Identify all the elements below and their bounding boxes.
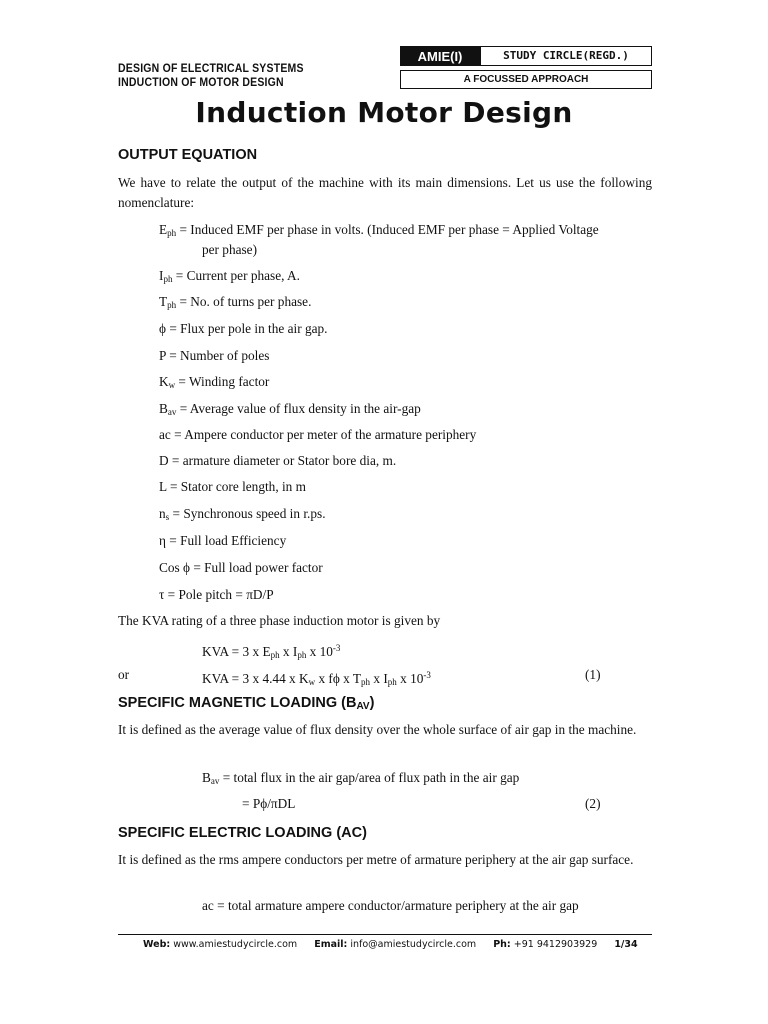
nomenclature-item: $B_{av}$ = Average value of flux density in the air-gap (159, 401, 421, 417)
badge-amie: AMIE(I) (400, 46, 480, 66)
equation-number-2: (2) (585, 796, 601, 811)
nomenclature-item: η = Full load Efficiency (159, 533, 287, 548)
equation-or: or (118, 667, 130, 682)
nomenclature-item: τ = Pole pitch = πD/P (159, 587, 274, 602)
section-heading-electric: SPECIFIC ELECTRIC LOADING (AC) (118, 825, 367, 841)
equation-ac: ac = total armature ampere conductor/armature periphery at the air gap (202, 898, 579, 913)
section-heading-magnetic: SPECIFIC MAGNETIC LOADING $(B_{AV})$ (118, 695, 375, 712)
magnetic-text: It is defined as the average value of flux density over the whole surface of air gap in the machine. (118, 722, 637, 737)
footer-phone: +91 9412903929 (513, 939, 598, 950)
equation-bav-2: = Pϕ/πDL (242, 796, 296, 811)
footer-web-link[interactable]: www.amiestudycircle.com (173, 939, 298, 950)
brand-badge (400, 46, 652, 66)
nomenclature-item: $E_{ph}$ = Induced EMF per phase in volts. (Induced EMF per phase = Applied Voltage (159, 222, 599, 238)
nomenclature-item: P = Number of poles (159, 348, 270, 363)
nomenclature-item: per phase) (202, 242, 258, 257)
section-heading-output: OUTPUT EQUATION (118, 147, 258, 163)
output-intro: We have to relate the output of the machine with its main dimensions. Let us use the following nomenclature: (118, 175, 652, 210)
nomenclature-item: $n_s$ = Synchronous speed in r.ps. (159, 506, 326, 522)
equation-kva-expanded: KVA = 3 x 4.44 x $K_w$ x fϕ x $T_{ph}$ x $I_{ph}$ x $10^{-3}$ (202, 670, 431, 687)
footer-divider (118, 934, 652, 935)
electric-text: It is defined as the rms ampere conductors per metre of armature periphery at the air gap surface. (118, 852, 634, 867)
equation-bav: $B_{av}$ = total flux in the air gap/area of flux path in the air gap (202, 770, 520, 786)
nomenclature-item: D = armature diameter or Stator bore dia, m. (159, 453, 397, 468)
footer-email-link[interactable]: info@amiestudycircle.com (350, 939, 477, 950)
page-number: 1/34 (614, 939, 638, 950)
nomenclature-item: $T_{ph} = No$. of turns per phase. (159, 294, 312, 310)
footer: Web: www.amiestudycircle.com Email: info@amiestudycircle.com Ph: +91 9412903929 1/34 (143, 939, 638, 950)
badge-study-circle: STUDY CIRCLE(REGD.) (480, 46, 652, 66)
tagline: A FOCUSSED APPROACH (400, 70, 652, 89)
course-line1: DESIGN OF ELECTRICAL SYSTEMS (118, 62, 304, 76)
nomenclature-item: ac = Ampere conductor per meter of the armature periphery (159, 427, 477, 442)
nomenclature-item: ϕ = Flux per pole in the air gap. (159, 321, 328, 336)
equation-number-1: (1) (585, 667, 601, 682)
equation-kva-basic: KVA = 3 x $E_{ph}$ x $I_{ph}$ x $10^{-3}$ (202, 643, 341, 660)
kva-intro: The KVA rating of a three phase induction motor is given by (118, 613, 441, 628)
nomenclature-item: Cos ϕ = Full load power factor (159, 560, 323, 575)
nomenclature-item: $I_{ph}$ = Current per phase, A. (159, 268, 300, 284)
nomenclature-item: $K_w$ = Winding factor (159, 374, 270, 390)
course-line2: INDUCTION OF MOTOR DESIGN (118, 76, 284, 90)
course-header (118, 62, 304, 91)
nomenclature-item: L = Stator core length, in m (159, 479, 306, 494)
page-title: Induction Motor Design (195, 96, 573, 129)
